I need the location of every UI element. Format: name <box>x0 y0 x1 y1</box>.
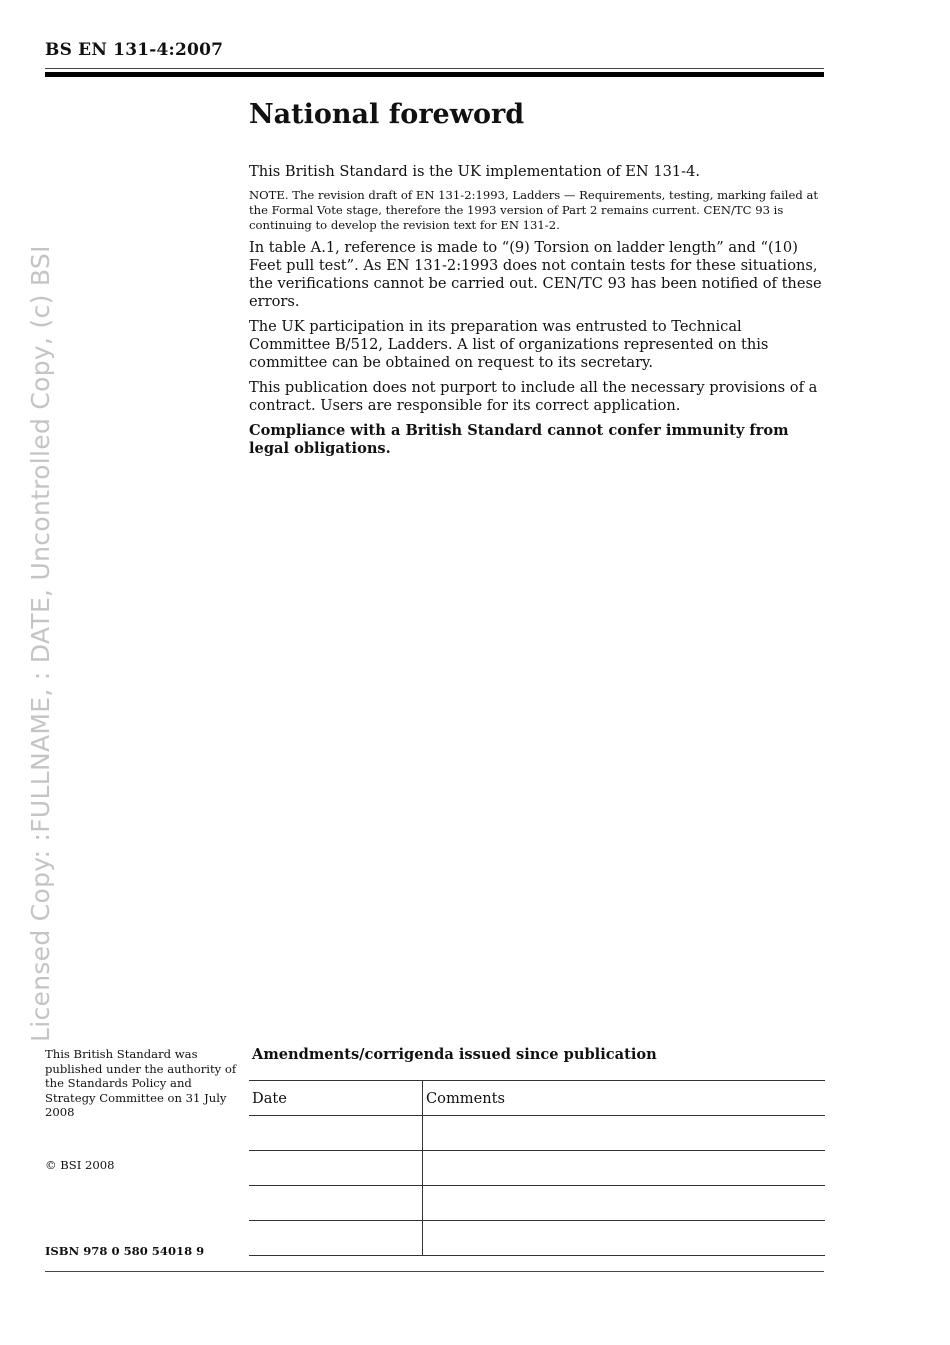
page-title: National foreword <box>249 99 525 130</box>
provisions-paragraph: This publication does not purport to include all the necessary provisions of a contract. Users are responsible for its correct application. <box>249 379 818 414</box>
header-thick-rule <box>45 72 824 77</box>
header-thin-rule <box>45 68 824 69</box>
document-identifier: BS EN 131-4:2007 <box>45 40 224 60</box>
isbn-number: ISBN 978 0 580 54018 9 <box>45 1244 205 1258</box>
amendments-title: Amendments/corrigenda issued since publication <box>252 1046 657 1063</box>
comments-cell <box>423 1151 826 1186</box>
date-cell <box>249 1116 423 1151</box>
revision-note: NOTE. The revision draft of EN 131-2:1993, Ladders — Requirements, testing, marking failed at the Formal Vote stage, therefore the 1993 version of Part 2 remains current. CEN/TC 93 is continuing to develop the revision text for EN 131-2. <box>249 188 819 232</box>
column-header-date: Date <box>249 1081 423 1116</box>
footer-rule <box>45 1271 824 1272</box>
comments-cell <box>423 1186 826 1221</box>
table-reference-paragraph: In table A.1, reference is made to “(9) Torsion on ladder length” and “(10) Feet pull test”. As EN 131-2:1993 does not contain tests for these situations, the verifications cannot be carried out. CEN/TC 93 has been notified of these errors. <box>249 239 822 310</box>
date-cell <box>249 1221 423 1256</box>
table-row <box>249 1186 825 1221</box>
date-cell <box>249 1186 423 1221</box>
license-watermark: Licensed Copy: :FULLNAME, : DATE, Uncontrolled Copy, (c) BSI <box>26 245 55 1042</box>
intro-paragraph: This British Standard is the UK implementation of EN 131-4. <box>249 163 701 180</box>
amendments-table <box>249 1080 825 1256</box>
table-row <box>249 1151 825 1186</box>
column-header-comments: Comments <box>423 1081 826 1116</box>
table-header-row <box>249 1081 825 1116</box>
publication-authority-note: This British Standard was published under the authority of the Standards Policy and Strategy Committee on 31 July 2008 <box>45 1047 237 1120</box>
comments-cell <box>423 1221 826 1256</box>
table-row <box>249 1221 825 1256</box>
committee-paragraph: The UK participation in its preparation was entrusted to Technical Committee B/512, Ladders. A list of organizations represented on this committee can be obtained on request to its secretary. <box>249 318 769 371</box>
foreword-body <box>249 163 827 465</box>
comments-cell <box>423 1116 826 1151</box>
table-row <box>249 1116 825 1151</box>
copyright-notice: © BSI 2008 <box>45 1158 115 1172</box>
compliance-statement: Compliance with a British Standard cannot confer immunity from legal obligations. <box>249 422 789 457</box>
date-cell <box>249 1151 423 1186</box>
